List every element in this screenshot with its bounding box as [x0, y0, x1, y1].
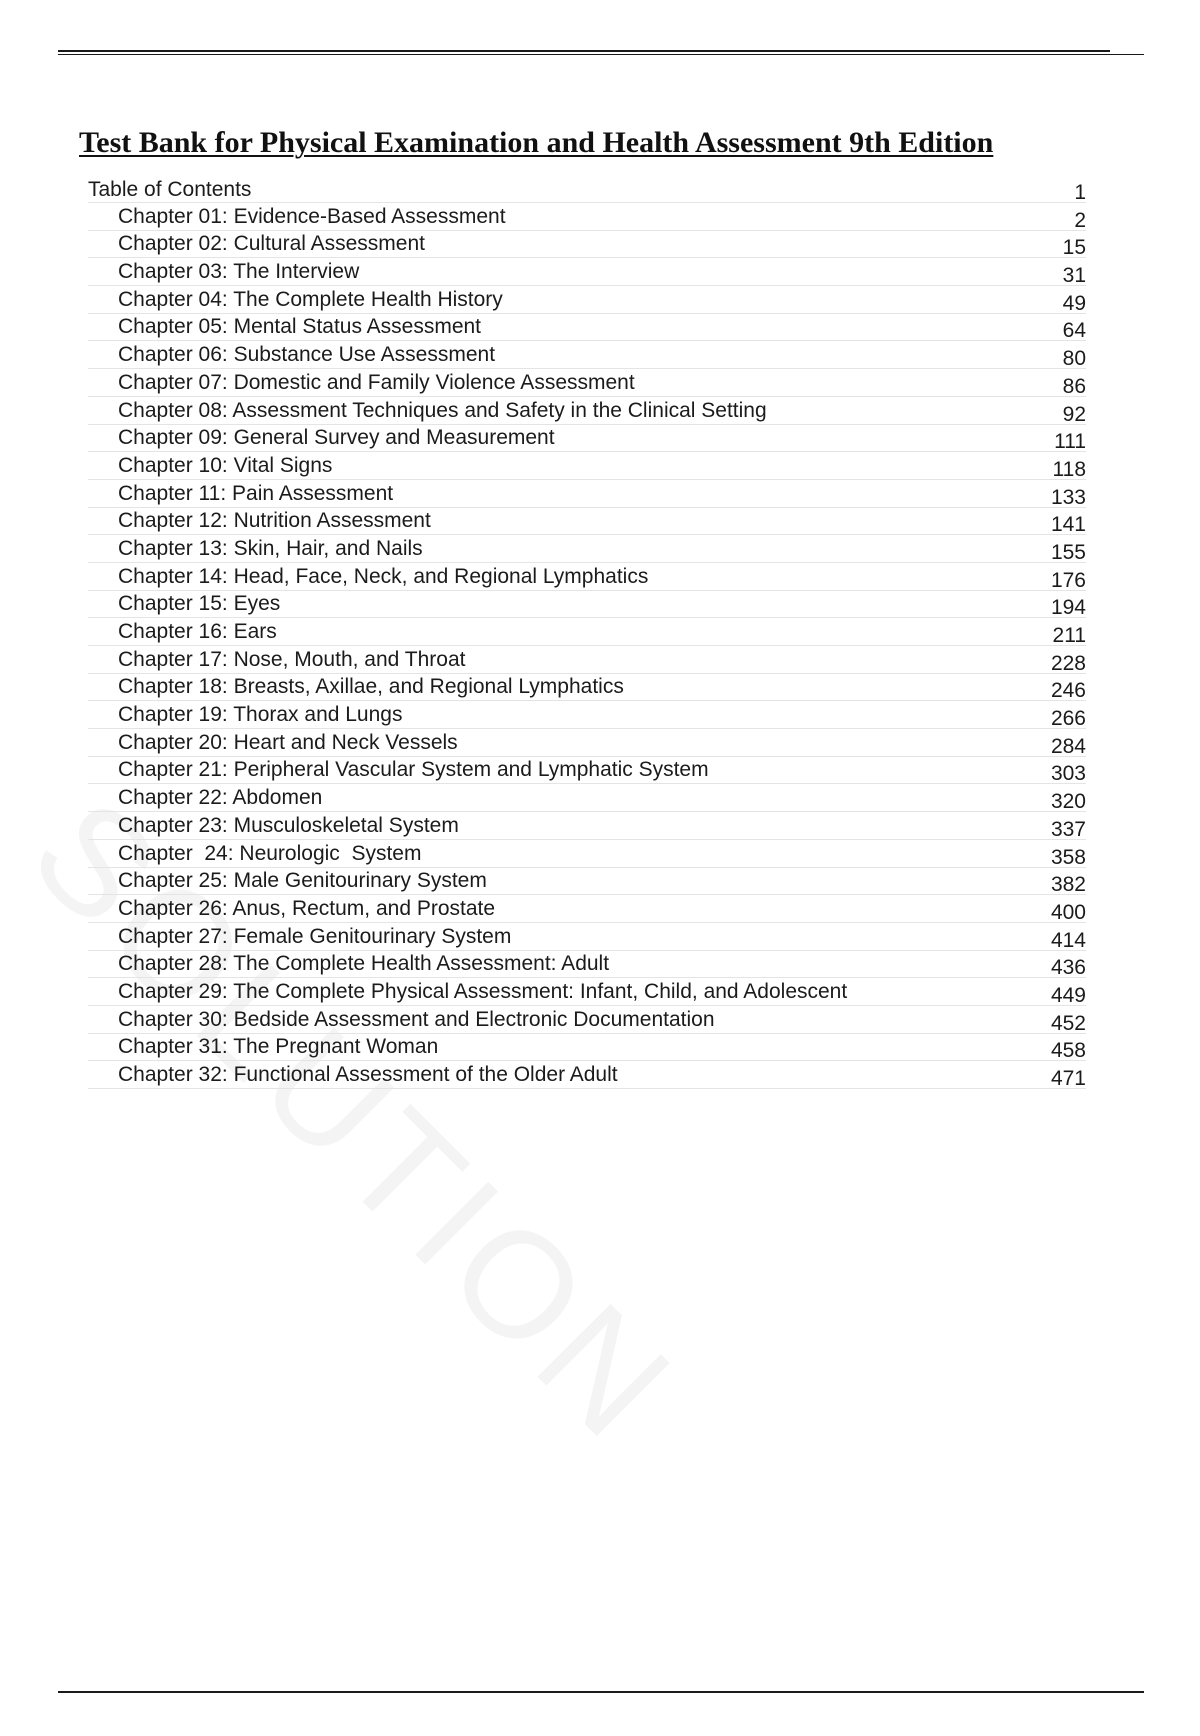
toc-chapter-page: 176: [1050, 568, 1086, 592]
toc-chapter-list: [88, 203, 1086, 1089]
toc-chapter-page: 471: [1050, 1067, 1086, 1090]
toc-chapter-page: 449: [1050, 983, 1086, 1007]
toc-chapter-label: Chapter 21: Peripheral Vascular System and Lymphatic System: [118, 758, 709, 782]
toc-chapter-label: Chapter 31: The Pregnant Woman: [118, 1035, 439, 1059]
toc-chapter-row[interactable]: [88, 231, 1086, 259]
toc-chapter-page: 414: [1050, 928, 1086, 952]
toc-chapter-row[interactable]: [88, 341, 1086, 369]
toc-chapter-page: 382: [1050, 873, 1086, 897]
toc-chapter-label: Chapter 22: Abdomen: [118, 786, 323, 810]
toc-chapter-page: 86: [1062, 374, 1086, 398]
toc-chapter-page: 64: [1062, 319, 1086, 343]
toc-chapter-row[interactable]: [88, 286, 1086, 314]
toc-chapter-row[interactable]: [88, 1034, 1086, 1062]
toc-chapter-label: Chapter 17: Nose, Mouth, and Throat: [118, 647, 466, 671]
toc-chapter-label: Chapter 01: Evidence-Based Assessment: [118, 204, 506, 228]
toc-chapter-row[interactable]: [88, 812, 1086, 840]
toc-chapter-label: Chapter 28: The Complete Health Assessment: Adult: [118, 952, 610, 976]
toc-chapter-label: Chapter 07: Domestic and Family Violence Assessment: [118, 370, 635, 394]
toc-chapter-row[interactable]: [88, 397, 1086, 425]
toc-chapter-row[interactable]: [88, 480, 1086, 508]
toc-chapter-row[interactable]: [88, 757, 1086, 785]
toc-chapter-row[interactable]: [88, 868, 1086, 896]
toc-chapter-page: 80: [1062, 347, 1086, 371]
toc-chapter-page: 111: [1054, 430, 1086, 454]
toc-chapter-page: 92: [1062, 402, 1086, 426]
toc-chapter-label: Chapter 27: Female Genitourinary System: [118, 924, 512, 948]
toc-chapter-page: 400: [1050, 900, 1086, 924]
toc-chapter-row[interactable]: [88, 840, 1086, 868]
toc-chapter-label: Chapter 24: Neurologic System: [118, 841, 422, 865]
toc-chapter-page: 303: [1050, 762, 1086, 786]
toc-header-row[interactable]: [88, 173, 1086, 203]
toc-chapter-label: Chapter 32: Functional Assessment of the Older Adult: [118, 1063, 618, 1086]
document-title: Test Bank for Physical Examination and Health Assessment 9th Edition: [79, 126, 994, 159]
toc-chapter-row[interactable]: [88, 369, 1086, 397]
toc-chapter-label: Chapter 18: Breasts, Axillae, and Regional Lymphatics: [118, 675, 624, 699]
toc-chapter-label: Chapter 13: Skin, Hair, and Nails: [118, 536, 423, 560]
top-border-rule: [58, 50, 1144, 56]
toc-chapter-row[interactable]: [88, 425, 1086, 453]
toc-chapter-label: Chapter 26: Anus, Rectum, and Prostate: [118, 896, 496, 920]
toc-chapter-page: 31: [1062, 264, 1086, 288]
toc-chapter-label: Chapter 10: Vital Signs: [118, 453, 333, 477]
toc-chapter-label: Chapter 05: Mental Status Assessment: [118, 315, 482, 339]
toc-chapter-row[interactable]: [88, 1006, 1086, 1034]
toc-chapter-page: 246: [1050, 679, 1086, 703]
table-of-contents: [88, 173, 1086, 1089]
toc-header-page: 1: [1074, 181, 1086, 204]
toc-chapter-page: 228: [1050, 651, 1086, 675]
toc-chapter-label: Chapter 06: Substance Use Assessment: [118, 343, 496, 367]
toc-chapter-page: 15: [1062, 236, 1086, 260]
toc-chapter-row[interactable]: [88, 314, 1086, 342]
toc-chapter-page: 266: [1050, 707, 1086, 731]
toc-chapter-label: Chapter 23: Musculoskeletal System: [118, 813, 459, 837]
toc-chapter-page: 194: [1050, 596, 1086, 620]
toc-chapter-label: Chapter 15: Eyes: [118, 592, 281, 616]
toc-chapter-page: 320: [1050, 790, 1086, 814]
bottom-border-rule: [58, 1691, 1144, 1693]
toc-chapter-row[interactable]: [88, 701, 1086, 729]
toc-chapter-row[interactable]: [88, 591, 1086, 619]
toc-chapter-row[interactable]: [88, 951, 1086, 979]
toc-chapter-row[interactable]: [88, 1061, 1086, 1089]
toc-chapter-row[interactable]: [88, 618, 1086, 646]
toc-chapter-row[interactable]: [88, 646, 1086, 674]
toc-chapter-page: 49: [1062, 291, 1086, 315]
toc-chapter-label: Chapter 08: Assessment Techniques and Safety in the Clinical Setting: [118, 398, 767, 422]
toc-chapter-page: 458: [1050, 1039, 1086, 1063]
toc-chapter-page: 452: [1050, 1011, 1086, 1035]
toc-chapter-row[interactable]: [88, 535, 1086, 563]
toc-chapter-page: 118: [1052, 457, 1086, 481]
toc-chapter-label: Chapter 03: The Interview: [118, 260, 360, 284]
top-border-line-thick: [58, 50, 1110, 52]
toc-chapter-label: Chapter 09: General Survey and Measurement: [118, 426, 555, 450]
toc-chapter-page: 155: [1050, 540, 1086, 564]
toc-chapter-page: 284: [1050, 734, 1086, 758]
toc-chapter-label: Chapter 12: Nutrition Assessment: [118, 509, 431, 533]
toc-chapter-row[interactable]: [88, 258, 1086, 286]
toc-chapter-label: Chapter 20: Heart and Neck Vessels: [118, 730, 458, 754]
toc-chapter-row[interactable]: [88, 203, 1086, 231]
toc-chapter-row[interactable]: [88, 895, 1086, 923]
toc-chapter-page: 141: [1050, 513, 1086, 537]
toc-chapter-row[interactable]: [88, 563, 1086, 591]
toc-chapter-page: 358: [1050, 845, 1086, 869]
toc-header-label: Table of Contents: [88, 178, 252, 201]
top-border-line-thin: [58, 54, 1144, 55]
toc-chapter-row[interactable]: [88, 452, 1086, 480]
toc-chapter-label: Chapter 25: Male Genitourinary System: [118, 869, 487, 893]
toc-chapter-label: Chapter 19: Thorax and Lungs: [118, 703, 403, 727]
toc-chapter-row[interactable]: [88, 674, 1086, 702]
toc-chapter-row[interactable]: [88, 978, 1086, 1006]
toc-chapter-row[interactable]: [88, 923, 1086, 951]
toc-chapter-label: Chapter 29: The Complete Physical Assessment: Infant, Child, and Adolescent: [118, 979, 848, 1003]
toc-chapter-row[interactable]: [88, 784, 1086, 812]
toc-chapter-page: 133: [1050, 485, 1086, 509]
toc-chapter-label: Chapter 14: Head, Face, Neck, and Regional Lymphatics: [118, 564, 649, 588]
toc-chapter-label: Chapter 02: Cultural Assessment: [118, 232, 425, 256]
toc-chapter-label: Chapter 16: Ears: [118, 620, 277, 643]
toc-chapter-row[interactable]: [88, 508, 1086, 536]
toc-chapter-label: Chapter 11: Pain Assessment: [118, 481, 394, 505]
toc-chapter-page: 337: [1050, 817, 1086, 841]
toc-chapter-page: 2: [1074, 208, 1086, 232]
toc-chapter-label: Chapter 30: Bedside Assessment and Electronic Documentation: [118, 1007, 715, 1031]
toc-chapter-page: 436: [1050, 956, 1086, 980]
toc-chapter-label: Chapter 04: The Complete Health History: [118, 287, 503, 311]
toc-chapter-page: 211: [1052, 624, 1086, 647]
toc-chapter-row[interactable]: [88, 729, 1086, 757]
